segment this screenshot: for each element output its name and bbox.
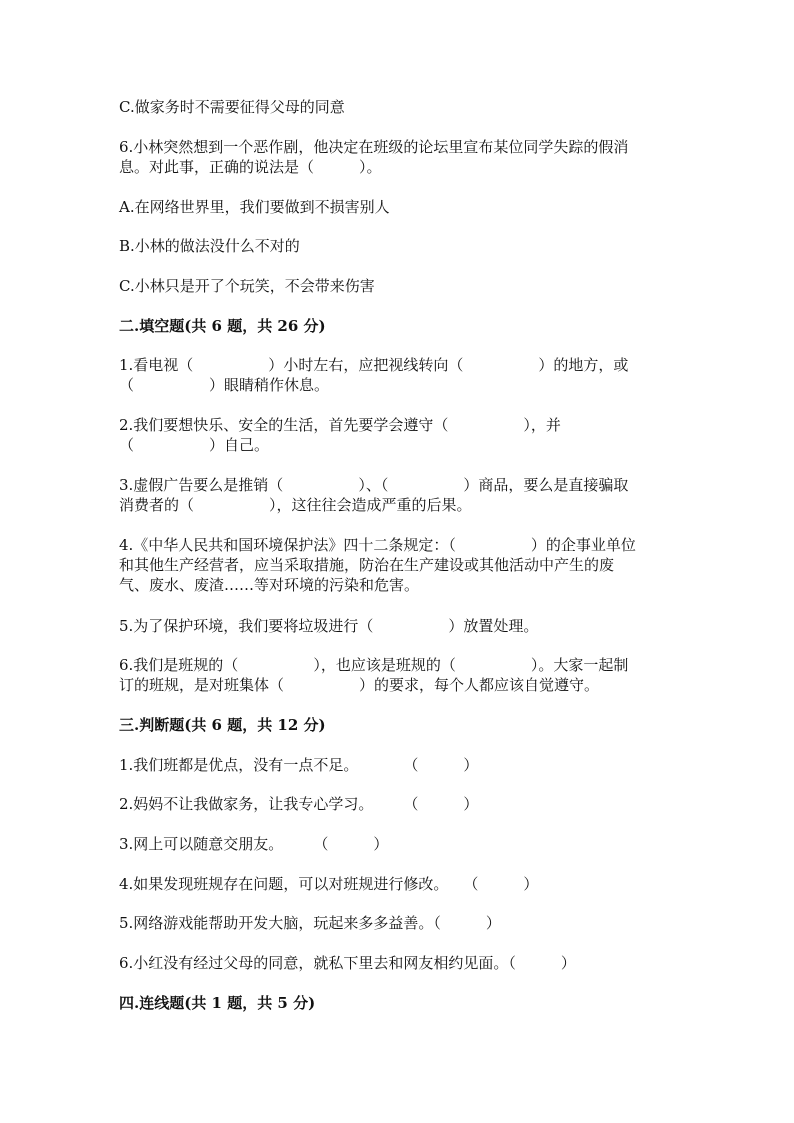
fill-question-1-line-1: 1.看电视（ ）小时左右，应把视线转向（ ）的地方，或 [119, 356, 629, 374]
judge-question-2: 2.妈妈不让我做家务，让我专心学习。 （ ） [119, 795, 479, 813]
judge-question-6: 6.小红没有经过父母的同意，就私下里去和网友相约见面。（ ） [119, 954, 576, 972]
fill-question-6-line-2: 订的班规，是对班集体（ ）的要求，每个人都应该自觉遵守。 [119, 676, 600, 694]
fill-question-1-line-2: （ ）眼睛稍作休息。 [119, 376, 330, 394]
fill-question-3-line-1: 3.虚假广告要么是推销（ ）、（ ）商品，要么是直接骗取 [119, 476, 629, 494]
judge-question-3: 3.网上可以随意交朋友。 （ ） [119, 835, 389, 853]
fill-question-4-line-1: 4.《中华人民共和国环境保护法》四十二条规定：（ ）的企事业单位 [119, 536, 636, 554]
judge-question-4: 4.如果发现班规存在问题，可以对班规进行修改。 （ ） [119, 875, 539, 893]
option-c-q6: C.小林只是开了个玩笑，不会带来伤害 [119, 277, 375, 295]
option-b-q6: B.小林的做法没什么不对的 [119, 237, 300, 255]
section-heading-fill-blank: 二.填空题(共 6 题，共 26 分) [119, 317, 326, 335]
fill-question-2-line-1: 2.我们要想快乐、安全的生活，首先要学会遵守（ ），并 [119, 416, 561, 434]
fill-question-4-line-2: 和其他生产经营者，应当采取措施，防治在生产建设或其他活动中产生的废 [119, 556, 615, 574]
fill-question-3-line-2: 消费者的（ ），这往往会造成严重的后果。 [119, 496, 472, 514]
judge-question-1: 1.我们班都是优点，没有一点不足。 （ ） [119, 756, 479, 774]
fill-question-4-line-3: 气、废水、废渣……等对环境的污染和危害。 [119, 576, 420, 594]
fill-question-6-line-1: 6.我们是班规的（ ），也应该是班规的（ ）。大家一起制 [119, 656, 629, 674]
question-6-line-2: 息。对此事，正确的说法是（ ）。 [119, 158, 382, 176]
section-heading-true-false: 三.判断题(共 6 题，共 12 分) [119, 716, 326, 734]
option-a-q6: A.在网络世界里，我们要做到不损害别人 [119, 198, 390, 216]
judge-question-5: 5.网络游戏能帮助开发大脑，玩起来多多益善。（ ） [119, 914, 501, 932]
fill-question-2-line-2: （ ）自己。 [119, 436, 270, 454]
question-6-line-1: 6.小林突然想到一个恶作剧，他决定在班级的论坛里宣布某位同学失踪的假消 [119, 138, 629, 156]
fill-question-5: 5.为了保护环境，我们要将垃圾进行（ ）放置处理。 [119, 617, 539, 635]
section-heading-matching: 四.连线题(共 1 题，共 5 分) [119, 994, 316, 1012]
option-c-q5: C.做家务时不需要征得父母的同意 [119, 98, 345, 116]
